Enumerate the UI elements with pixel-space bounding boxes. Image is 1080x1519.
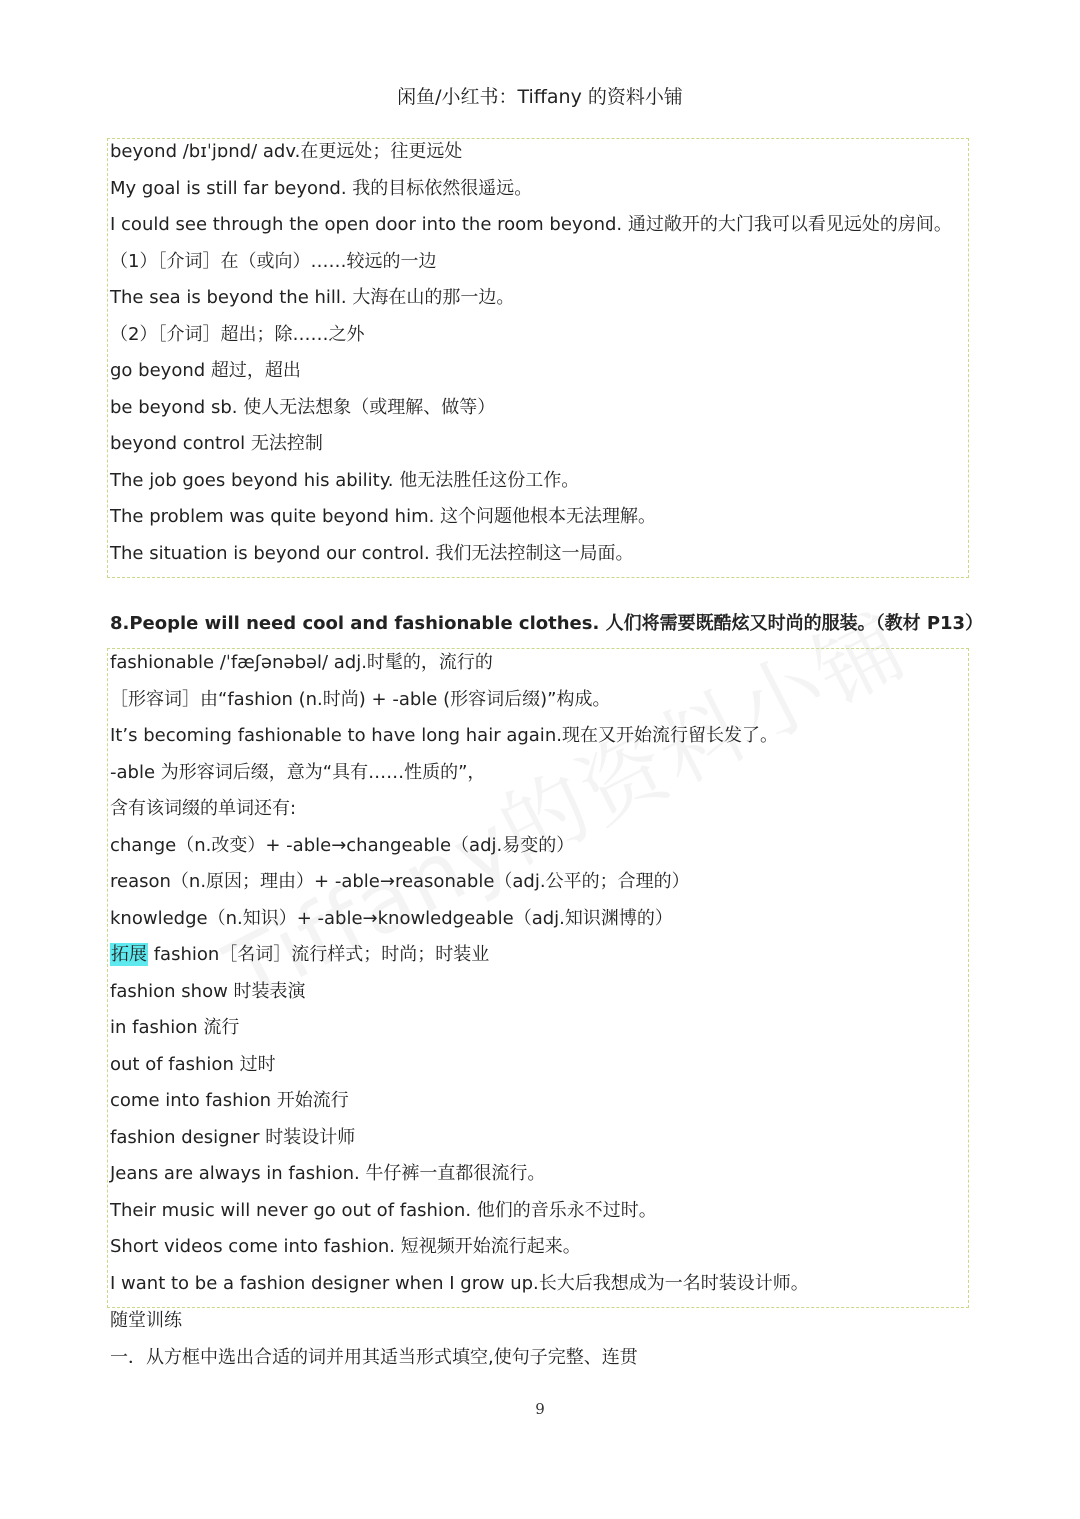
text-line: My goal is still far beyond. 我的目标依然很遥远。 [110, 177, 533, 199]
text-line: knowledge（n.知识）+ -able→knowledgeable（adj.知识渊博的） [110, 907, 673, 929]
text-line: out of fashion 过时 [110, 1053, 276, 1075]
practice-section [110, 1303, 638, 1376]
section-heading: 8.People will need cool and fashionable clothes. 人们将需要既酷炫又时尚的服装。（教材 P13） [110, 613, 984, 634]
tuozhan-text: fashion［名词］流行样式；时尚；时装业 [148, 944, 490, 965]
text-line: reason（n.原因；理由）+ -able→reasonable（adj.公平的；合理的） [110, 871, 690, 892]
text-line: （1）［介词］在（或向）……较远的一边 [110, 250, 437, 272]
text-line: 含有该词缀的单词还有: [110, 798, 297, 819]
text-line: fashion show 时装表演 [110, 980, 306, 1002]
text-line: I could see through the open door into the room beyond. 通过敞开的大门我可以看见远处的房间。 [110, 214, 952, 235]
text-line: The problem was quite beyond him. 这个问题他根本无法理解。 [110, 506, 657, 527]
text-line: come into fashion 开始流行 [110, 1090, 349, 1111]
text-line: It’s becoming fashionable to have long hair again.现在又开始流行留长发了。 [110, 725, 778, 746]
text-line: Their music will never go out of fashion. 他们的音乐永不过时。 [110, 1199, 657, 1221]
text-line: fashionable /ˈfæʃənəbəl/ adj.时髦的，流行的 [110, 652, 493, 673]
text-line: I want to be a fashion designer when I grow up.长大后我想成为一名时装设计师。 [110, 1272, 809, 1294]
text-line: be beyond sb. 使人无法想象（或理解、做等） [110, 396, 496, 418]
practice-instruction: 一．从方框中选出合适的词并用其适当形式填空,使句子完整、连贯 [110, 1346, 638, 1368]
text-line: change（n.改变）+ -able→changeable（adj.易变的） [110, 834, 575, 856]
page-header: 闲鱼/小红书：Tiffany 的资料小铺 [397, 86, 683, 108]
text-line: fashion designer 时装设计师 [110, 1126, 356, 1148]
text-line: Jeans are always in fashion. 牛仔裤一直都很流行。 [110, 1163, 546, 1184]
text-line: （2）［介词］超出；除……之外 [110, 323, 365, 345]
text-line: The job goes beyond his ability. 他无法胜任这份工作。 [110, 469, 580, 491]
fashionable-lines [110, 645, 809, 1302]
text-line: Short videos come into fashion. 短视频开始流行起来。 [110, 1236, 581, 1257]
text-line: beyond /bɪˈjɒnd/ adv.在更远处；往更远处 [110, 141, 463, 162]
text-line: The sea is beyond the hill. 大海在山的那一边。 [110, 287, 515, 308]
text-line: ［形容词］由“fashion (n.时尚) + -able (形容词后缀)”构成。 [110, 688, 611, 710]
text-line: The situation is beyond our control. 我们无法控制这一局面。 [110, 542, 634, 564]
practice-title: 随堂训练 [110, 1310, 182, 1331]
tuozhan-line [110, 937, 809, 974]
page-number: 9 [535, 1400, 545, 1418]
text-line: in fashion 流行 [110, 1017, 240, 1038]
beyond-lines [110, 134, 952, 572]
text-line: beyond control 无法控制 [110, 433, 323, 454]
text-line: -able 为形容词后缀，意为“具有……性质的”， [110, 761, 486, 783]
text-line: go beyond 超过，超出 [110, 360, 301, 381]
highlight-tag: 拓展 [111, 944, 147, 965]
